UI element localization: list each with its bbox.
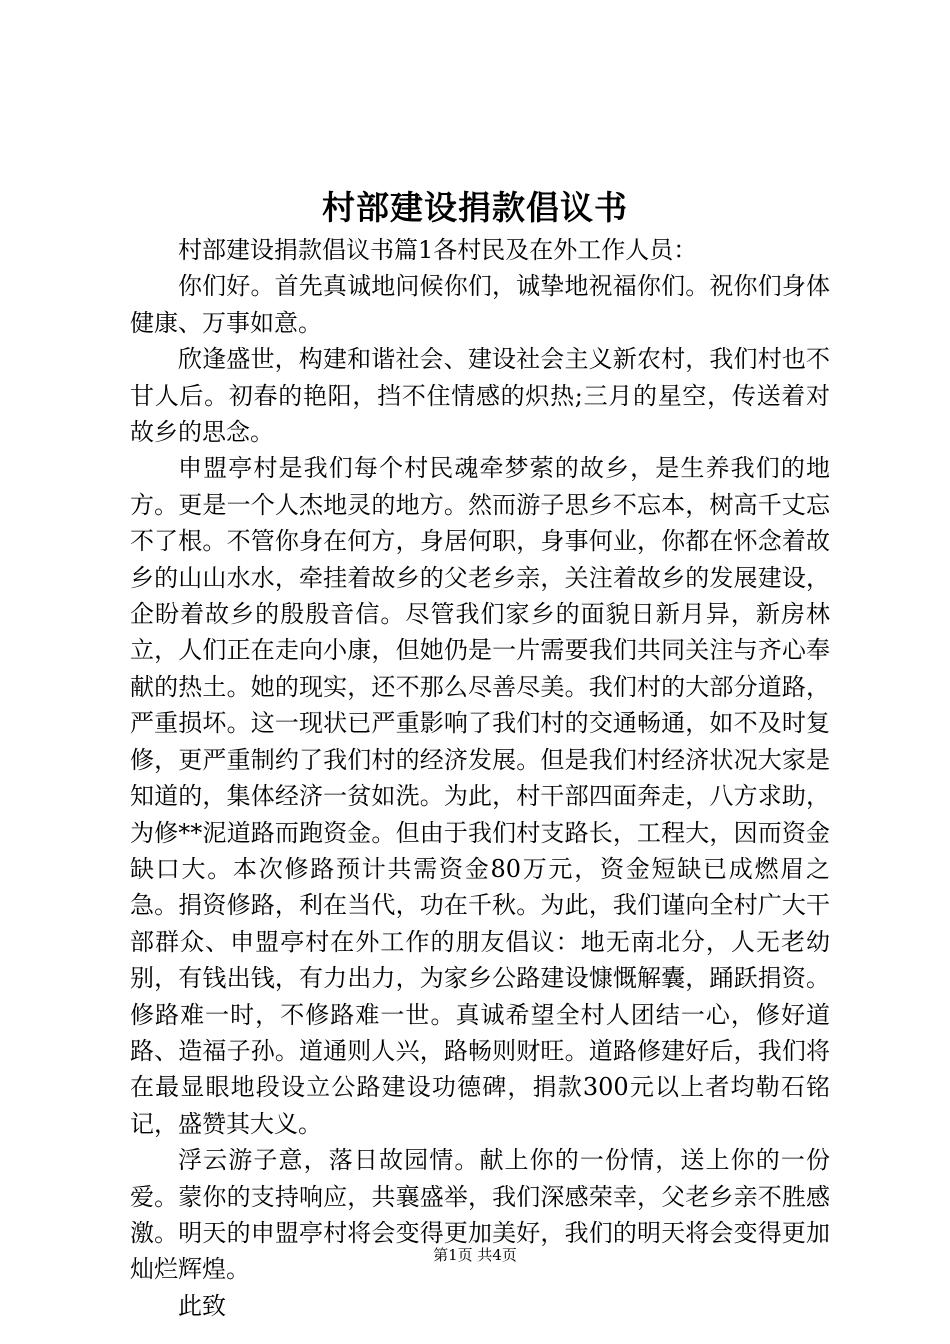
page-indicator: 第1页 共4页 — [433, 1246, 517, 1264]
document-title: 村部建设捐款倡议书 — [322, 188, 628, 227]
paragraph-salutation: 村部建设捐款倡议书篇1各村民及在外工作人员： — [178, 236, 698, 264]
paragraph-regards: 此致 — [178, 1291, 226, 1320]
paragraph-main: 申盟亭村是我们每个村民魂牵梦萦的故乡，是生养我们的地方。更是一个人杰地灵的地方。然而游子思乡不忘本，树高千丈忘不了根。不管你身在何方，身居何职，身事何业，你都在怀念着故乡的山山水水，牵挂着故乡的父老乡亲，关注着故乡的发展建设，企盼着故乡的殷殷音信。尽管我们家乡的面貌日新月异，新房林立，人们正在走向小康，但她仍是一片需要我们共同关注与齐心奉献的热土。她的现实，还不那么尽善尽美。我们村的大部分道路，严重损坏。这一现状已严重影响了我们村的交通畅通，如不及时复修，更严重制约了我们村的经济发展。但是我们村经济状况大家是知道的，集体经济一贫如洗。为此，村干部四面奔走，八方求助，为修**泥道路而跑资金。但由于我们村支路长，工程大，因而资金缺口大。本次修路预计共需资金80万元，资金短缺已成燃眉之急。捐资修路，利在当代，功在千秋。为此，我们谨向全村广大干部群众、申盟亭村在外工作的朋友倡议：地无南北分，人无老幼别，有钱出钱，有力出力，为家乡公路建设慷慨解囊，踊跃捐资。修路难一时，不修路难一世。真诚希望全村人团结一心，修好道路、造福子孙。道通则人兴，路畅则财旺。道路修建好后，我们将在最显眼地段设立公路建设功德碑，捐款300元以上者均勒石铭记，盛赞其大义。 — [130, 454, 830, 1138]
paragraph-greeting: 你们好。首先真诚地问候你们，诚挚地祝福你们。祝你们身体健康、万事如意。 — [130, 272, 830, 337]
document-body — [130, 232, 830, 1324]
paragraph-closing: 浮云游子意，落日故园情。献上你的一份情，送上你的一份爱。蒙你的支持响应，共襄盛举，我们深感荣幸，父老乡亲不胜感激。明天的申盟亭村将会变得更加美好，我们的明天将会变得更加灿烂辉煌。 — [130, 1146, 830, 1284]
paragraph-intro: 欣逢盛世，构建和谐社会、建设社会主义新农村，我们村也不甘人后。初春的艳阳，挡不住情感的炽热;三月的星空，传送着对故乡的思念。 — [130, 345, 830, 447]
